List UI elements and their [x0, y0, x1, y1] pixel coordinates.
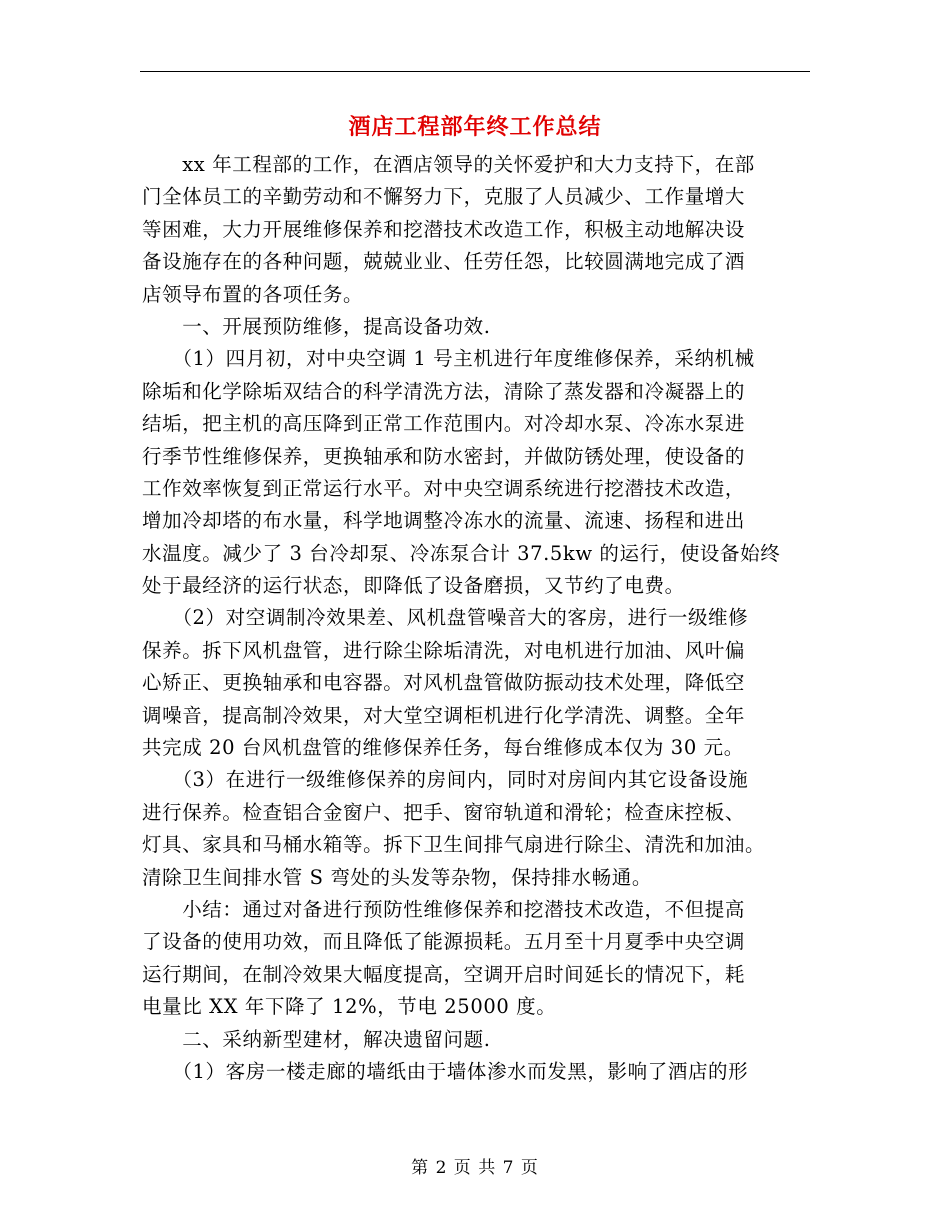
text-line: 调噪音，提高制冷效果，对大堂空调柜机进行化学清洗、调整。全年 — [142, 703, 746, 727]
text-line: （2）对空调制冷效果差、风机盘管噪音大的客房，进行一级维修 — [142, 606, 749, 630]
text-line: 运行期间，在制冷效果大幅度提高，空调开启时间延长的情况下，耗 — [142, 962, 746, 986]
page-number: 第 2 页 共 7 页 — [411, 1158, 539, 1178]
text-line: 清除卫生间排水管 S 弯处的头发等杂物，保持排水畅通。 — [142, 865, 652, 889]
text-line: 等困难，大力开展维修保养和挖潜技术改造工作，积极主动地解决设 — [142, 217, 746, 241]
text-line: 结垢，把主机的高压降到正常工作范围内。对冷却水泵、冷冻水泵进 — [142, 412, 746, 436]
text-line: 灯具、家具和马桶水箱等。拆下卫生间排气扇进行除尘、清洗和加油。 — [142, 833, 766, 857]
text-line: 水温度。减少了 3 台冷却泵、冷冻泵合计 37.5kw 的运行，使设备始终 — [142, 541, 781, 565]
text-line: xx 年工程部的工作，在酒店领导的关怀爱护和大力支持下，在部 — [142, 153, 755, 176]
document-body — [142, 149, 812, 1088]
text-line: （3）在进行一级维修保养的房间内，同时对房间内其它设备设施 — [142, 768, 749, 792]
text-line: 了设备的使用功效，而且降低了能源损耗。五月至十月夏季中央空调 — [142, 930, 746, 954]
text-line: 备设施存在的各种问题，兢兢业业、任劳任怨，比较圆满地完成了酒 — [142, 250, 746, 274]
text-line: 处于最经济的运行状态，即降低了设备磨损，又节约了电费。 — [142, 574, 685, 598]
text-line: 小结：通过对备进行预防性维修保养和挖潜技术改造，不但提高 — [142, 897, 746, 921]
text-line: 保养。拆下风机盘管，进行除尘除垢清洗，对电机进行加油、风叶偏 — [142, 638, 746, 662]
text-line: 门全体员工的辛勤劳动和不懈努力下，克服了人员减少、工作量增大 — [142, 185, 746, 209]
text-line: 增加冷却塔的布水量，科学地调整冷冻水的流量、流速、扬程和进出 — [142, 509, 746, 533]
text-line: 共完成 20 台风机盘管的维修保养任务，每台维修成本仅为 30 元。 — [142, 736, 744, 760]
section-heading: 一、开展预防维修，提高设备功效. — [142, 314, 491, 338]
text-line: 心矫正、更换轴承和电容器。对风机盘管做防振动技术处理，降低空 — [142, 671, 746, 695]
text-line: （1）客房一楼走廊的墙纸由于墙体渗水而发黑，影响了酒店的形 — [142, 1059, 749, 1083]
text-line: 行季节性维修保养，更换轴承和防水密封，并做防锈处理，使设备的 — [142, 444, 746, 468]
document-title: 酒店工程部年终工作总结 — [348, 114, 602, 140]
text-line: 工作效率恢复到正常运行水平。对中央空调系统进行挖潜技术改造， — [142, 476, 746, 500]
text-line: （1）四月初，对中央空调 1 号主机进行年度维修保养，采纳机械 — [142, 347, 755, 371]
text-line: 店领导布置的各项任务。 — [142, 282, 364, 306]
text-line: 除垢和化学除垢双结合的科学清洗方法，清除了蒸发器和冷凝器上的 — [142, 379, 746, 403]
text-line: 电量比 XX 年下降了 12%，节电 25000 度。 — [142, 995, 557, 1019]
section-heading: 二、采纳新型建材，解决遗留问题. — [142, 1027, 491, 1051]
text-line: 进行保养。检查铝合金窗户、把手、窗帘轨道和滑轮；检查床控板、 — [142, 800, 746, 824]
header-rule — [140, 71, 810, 72]
